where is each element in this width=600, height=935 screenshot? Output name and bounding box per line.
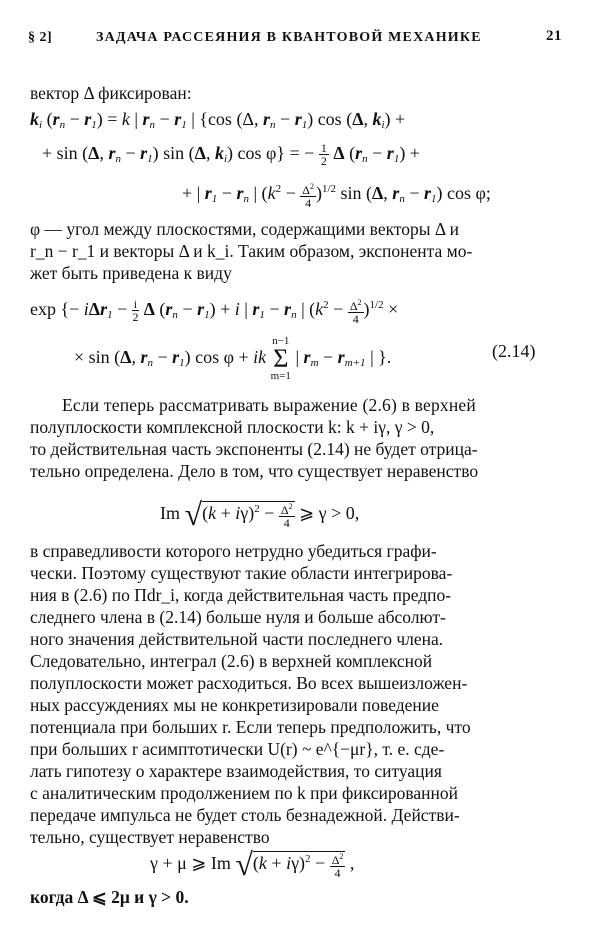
text-line: вектор Δ фиксирован: <box>30 83 192 103</box>
text-line: следнего члена в (2.14) больше нуля и больше абсолют- <box>30 607 446 627</box>
running-title: ЗАДАЧА РАССЕЯНИЯ В КВАНТОВОЙ МЕХАНИКЕ <box>96 30 482 45</box>
text-line: лать гипотезу о характере взаимодействия, то ситуация <box>30 761 442 781</box>
equation-line: + sin (Δ, $r_n - r_1$) sin (Δ, $k_i$) cos φ} = − $\frac{1}{2}$ Δ $(r_n - r_1)$ + <box>42 141 420 169</box>
text-line: то действительная часть экспоненты (2.14) не будет отрица- <box>30 439 478 459</box>
text-line: ных рассуждениях мы не конкретизировали поведение <box>30 695 439 715</box>
equation-line: × sin (Δ, $r_n - r_1$) cos φ + ik n−1 Σ m=1 | $r_m - r_{m+1}$ | }. <box>74 335 392 382</box>
equation-text-mirror <box>0 0 1 1</box>
equation-line: + | $r_1 - r_n$ | ($k^2$ − $\frac{\Delta^2}{4}$ )$^{1/2}$ sin (Δ, $r_n - r_1$) cos φ; <box>182 181 491 210</box>
section-marker: § 2] <box>28 30 53 45</box>
equation-line: $k_i$ $(r_n - r_1) = k$ | $r_n - r_1$ | {cos (Δ, $r_n - r_1$) cos (Δ, $k_i$) + <box>30 109 406 131</box>
text-line: тельно определена. Дело в том, что существует неравенство <box>30 461 479 481</box>
text-line: r_n − r_1 и векторы Δ и k_i. Таким образом, экспонента мо- <box>30 241 473 261</box>
text-line: жет быть приведена к виду <box>30 263 232 283</box>
text-line: ного значения действительной части последнего члена. <box>30 629 444 649</box>
page-header <box>0 26 600 50</box>
text-line: с аналитическим продолжением по k при фиксированной <box>30 783 459 803</box>
equation-line: γ + μ ⩾ Im $√(k + i\gamma)^2$ − $\frac{\Delta^2}{4}$ , <box>150 846 355 882</box>
text-line: в справедливости которого нетрудно убедиться графи- <box>30 541 437 561</box>
text-line: когда Δ ⩽ 2μ и γ > 0. <box>30 887 189 907</box>
text-line: тельно, существует неравенство <box>30 827 270 847</box>
equation-number: (2.14) <box>492 341 536 361</box>
text-line: полуплоскости может расходиться. Во всех вышеизложен- <box>30 673 468 693</box>
text-line: при больших r асимптотически U(r) ~ e^{−μr}, т. е. сде- <box>30 739 445 759</box>
text-line: потенциала при больших r. Если теперь предположить, что <box>30 717 471 737</box>
text-line: чески. Поэтому существуют такие области интегрирова- <box>30 563 453 583</box>
text-line: Следовательно, интеграл (2.6) в верхней комплексной <box>30 651 433 671</box>
text-line: ния в (2.6) по Πdr_i, когда действительная часть предпо- <box>30 585 452 605</box>
equation-line: Im $√(k + i\gamma)^2$ − $\frac{\Delta^2}{4}$ ⩾ γ > 0, <box>160 496 360 532</box>
text-line: передаче импульса не будет столь безнадежной. Действи- <box>30 805 460 825</box>
eq-text <box>0 0 1 1</box>
text-line: полуплоскости комплексной плоскости k: k + iγ, γ > 0, <box>30 417 435 437</box>
text-line: Если теперь рассматривать выражение (2.6) в верхней <box>62 395 476 415</box>
equation-line: exp {− iΔr$_1$ − $\frac{i}{2}$ Δ $(r_n - r_1) + i$ | $r_1 - r_n$ | ($k^2$ − $\frac{\Delta^2}{4}$ )$^{1/2}$ × <box>30 297 399 326</box>
page-number: 21 <box>546 28 562 44</box>
text-line: φ — угол между плоскостями, содержащими векторы Δ и <box>30 219 459 239</box>
